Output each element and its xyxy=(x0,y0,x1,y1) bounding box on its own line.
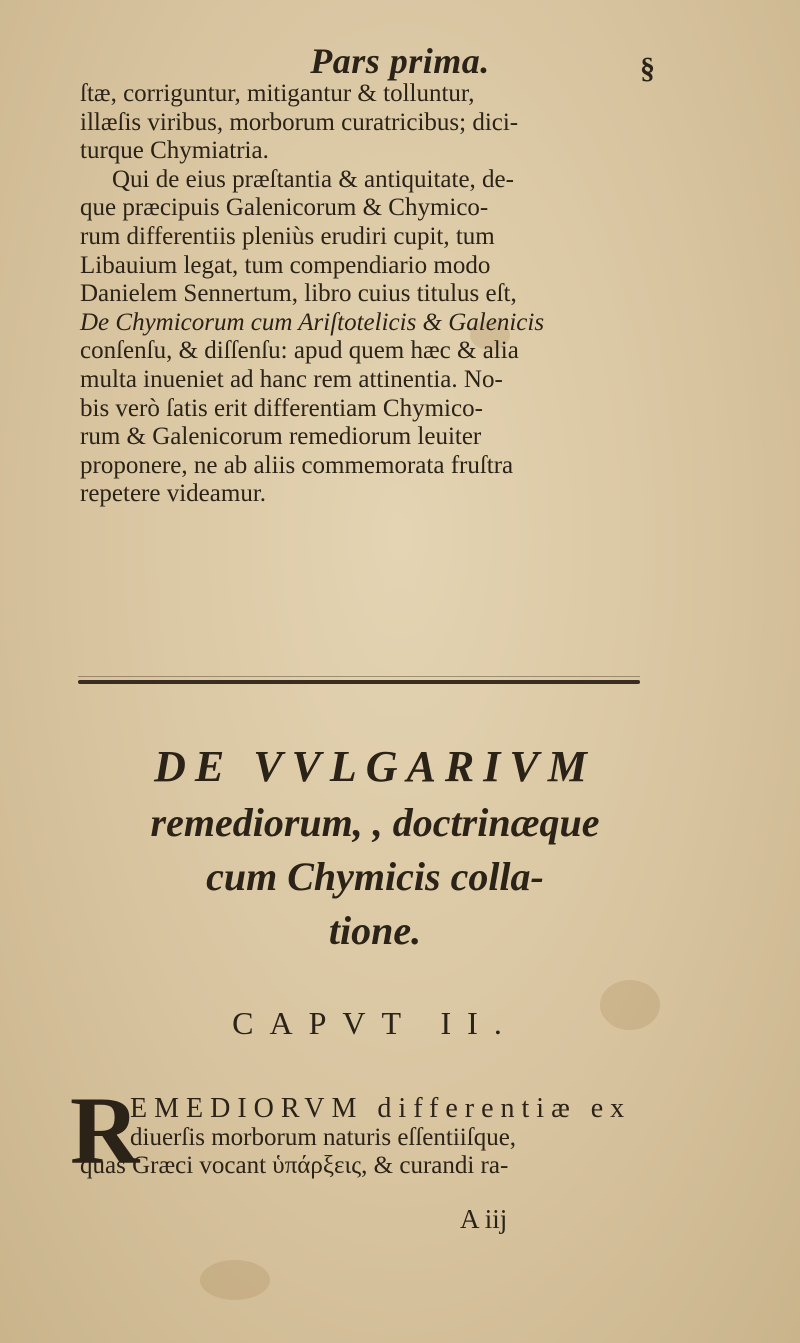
signature-mark: § xyxy=(640,52,655,85)
section-heading xyxy=(80,738,670,958)
chapter-heading: CAPVT II. xyxy=(232,1005,518,1041)
text-line: conſenſu, & diſſenſu: apud quem hæc & alia xyxy=(80,337,519,365)
text-line: ſtæ, corriguntur, mitigantur & tolluntur, xyxy=(80,80,475,107)
text-line: bis verò ſatis erit differentiam Chymico- xyxy=(80,394,483,422)
section-title-line: remediorum, , doctrinæque xyxy=(150,800,600,845)
running-head: Pars prima. xyxy=(310,41,490,81)
text-line: que præcipuis Galenicorum & Chymico- xyxy=(80,194,489,222)
ornamental-rule-thin xyxy=(78,676,640,677)
ornamental-rule xyxy=(78,680,640,684)
text-line: De Chymicorum cum Ariſtotelicis & Galenicis xyxy=(80,308,545,336)
text-line: proponere, ne ab aliis commemorata fruſtra xyxy=(80,451,514,479)
text-line: rum differentiis pleniùs erudiri cupit, tum xyxy=(80,222,495,250)
catchword: A iij xyxy=(460,1204,508,1234)
text-line: EMEDIORVM differentiæ ex xyxy=(130,1093,632,1124)
chapter-opening xyxy=(130,1095,650,1152)
text-line: repetere videamur. xyxy=(80,480,267,508)
text-line: illæſis viribus, morborum curatricibus; dici- xyxy=(80,108,519,136)
foxing-stain xyxy=(200,1260,270,1300)
text-line: rum & Galenicorum remediorum leuiter xyxy=(80,423,482,451)
drop-cap: R xyxy=(70,1077,140,1184)
text-line: Danielem Sennertum, libro cuius titulus eſt, xyxy=(80,280,517,308)
body-text xyxy=(80,80,670,509)
section-title-line: tione. xyxy=(328,908,422,953)
section-title-line: DE VVLGARIVM xyxy=(154,742,596,791)
text-line: diuerſis morborum naturis eſſentiiſque, xyxy=(130,1123,517,1151)
text-line: multa inueniet ad hanc rem attinentia. No- xyxy=(80,365,503,393)
text-line: turque Chymiatria. xyxy=(80,137,269,165)
text-line: Qui de eius præſtantia & antiquitate, de- xyxy=(112,165,514,193)
section-title-line: cum Chymicis colla- xyxy=(206,854,544,899)
text-line: Libauium legat, tum compendiario modo xyxy=(80,251,491,279)
text-line: quas Græci vocant ὑπάρξεις, & curandi ra- xyxy=(80,1152,509,1179)
